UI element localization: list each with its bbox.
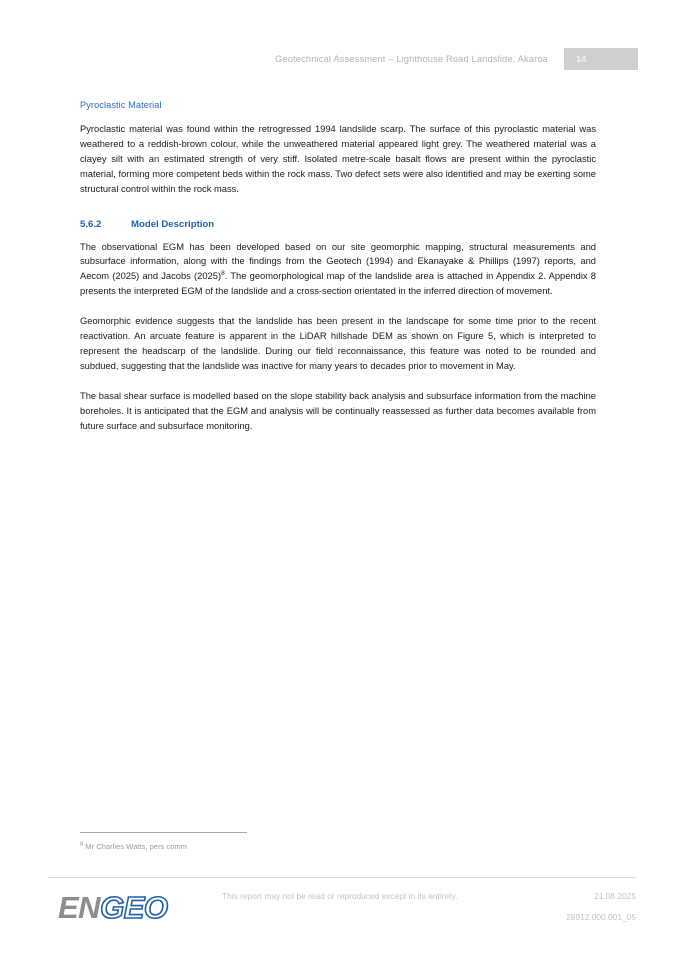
footer-separator xyxy=(48,877,636,878)
paragraph-geomorphic-evidence: Geomorphic evidence suggests that the landslide has been present in the landscape for some time prior to the recent reactivation. An arcuate feature is apparent in the LiDAR hillshade DEM as shown on Figure 5, which is interpreted to represent the headscarp of the landslide. During our field reconnaissance, this feature was noted to be rounded and subdued, suggesting that the landslide was inactive for many years to decades prior to movement in May. xyxy=(80,316,596,371)
page-number-badge xyxy=(564,48,638,70)
logo-text-en: EN xyxy=(58,890,101,925)
footer-project-number: 28912.000.001_05 xyxy=(566,912,636,922)
footnote-text: Mr Charlies Watts, pers comm xyxy=(85,842,188,851)
header-document-title: Geotechnical Assessment – Lighthouse Road Landslide, Akaroa xyxy=(275,54,548,64)
page-footer xyxy=(48,884,644,944)
page-header xyxy=(80,48,638,70)
paragraph-observational-egm-text-start: The observational EGM has been developed based on our site geomorphic mapping, structural measurements and subsurface information, along with the findings from the Geotech (1994) and Ekanayake & Phillips (1997) reports, and Aecom (2025) and Jacobs (2025) xyxy=(80,241,596,282)
subheading-pyroclastic-material: Pyroclastic Material xyxy=(80,100,162,110)
logo-text-geo: GEO xyxy=(100,890,168,925)
footer-date: 21.08.2025 xyxy=(594,891,636,901)
footnote-marker: 8 xyxy=(80,841,84,848)
page-number: 14 xyxy=(576,53,587,65)
footnote-reference-8[interactable]: 8 xyxy=(221,270,225,278)
footnote-entry xyxy=(80,842,596,852)
engeo-logo xyxy=(58,891,167,925)
paragraph-observational-egm xyxy=(80,240,596,300)
paragraph-observational-egm-text-end: . The geomorphological map of the landslide area is attached in Appendix 2. Appendix 8 presents the interpreted EGM of the landslide and a cross-section orientated in the inferred direction of movement. xyxy=(80,271,596,297)
section-number: 5.6.2 xyxy=(80,218,102,230)
paragraph-basal-shear-surface: The basal shear surface is modelled based on the slope stability back analysis and subsurface information from the machine boreholes. It is anticipated that the EGM and analysis will be continually reassessed as further data becomes available from future surface and subsurface monitoring. xyxy=(80,390,596,431)
paragraph-pyroclastic-material: Pyroclastic material was found within the retrogressed 1994 landslide scarp. The surface of this pyroclastic material was weathered to a reddish-brown colour, while the unweathered material appeared light grey. The weathered material was a clayey silt with an estimated strength of very stiff. Isolated metre-scale basalt flows are present within the pyroclastic material, forming more competent beds within the rock mass. Two defect sets were also identified and may be exerting some structural control within the rock mass. xyxy=(80,124,596,194)
footnote-separator xyxy=(80,832,247,833)
section-heading-model-description xyxy=(80,219,596,230)
document-body xyxy=(80,100,596,434)
section-title: Model Description xyxy=(131,218,215,230)
footnote-area xyxy=(80,832,596,852)
footer-disclaimer: This report may not be read or reproduced except in its entirety. xyxy=(222,891,458,901)
